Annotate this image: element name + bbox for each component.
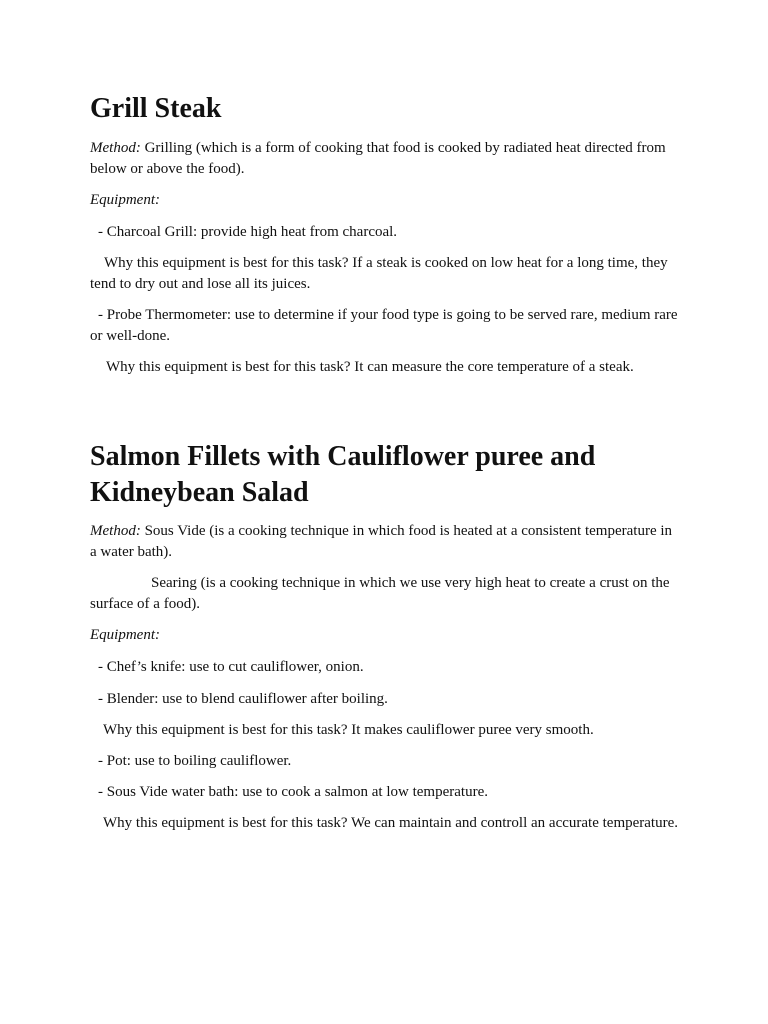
equipment-item: - Sous Vide water bath: use to cook a salmon at low temperature. (98, 784, 488, 800)
section-title-salmon-line2: Kidneybean Salad (90, 477, 309, 508)
equipment-reason: Why this equipment is best for this task? It makes cauliflower puree very smooth. (103, 722, 594, 738)
method-label: Method: (90, 523, 141, 539)
equipment-reason: Why this equipment is best for this task? It can measure the core temperature of a steak. (106, 359, 634, 375)
equipment-item: - Probe Thermometer: use to determine if your food type is going to be served rare, medium rare or well-done. (90, 307, 678, 344)
equipment-reason: Why this equipment is best for this task? We can maintain and controll an accurate temperature. (103, 815, 678, 831)
method-label: Method: (90, 140, 141, 156)
equipment-reason: Why this equipment is best for this task? If a steak is cooked on low heat for a long time, they tend to dry out and lose all its juices. (90, 255, 668, 292)
equipment-label: Equipment: (90, 192, 160, 208)
method-paragraph (90, 138, 680, 180)
section-title-salmon-line1: Salmon Fillets with Cauliflower puree and (90, 441, 596, 472)
searing-paragraph: Searing (is a cooking technique in which we use very high heat to create a crust on the surface of a food). (90, 575, 670, 612)
equipment-item: - Charcoal Grill: provide high heat from charcoal. (98, 224, 398, 240)
equipment-item: - Pot: use to boiling cauliflower. (98, 753, 292, 769)
method-text: Grilling (which is a form of cooking that food is cooked by radiated heat directed from below or above the food). (90, 140, 666, 177)
method-text: Sous Vide (is a cooking technique in which food is heated at a consistent temperature in a water bath). (90, 523, 673, 560)
section-title-grill-steak: Grill Steak (90, 93, 222, 124)
method-paragraph (90, 521, 680, 563)
equipment-item: - Chef’s knife: use to cut cauliflower, onion. (98, 659, 364, 675)
equipment-item: - Blender: use to blend cauliflower after boiling. (98, 691, 388, 707)
equipment-label: Equipment: (90, 627, 160, 643)
